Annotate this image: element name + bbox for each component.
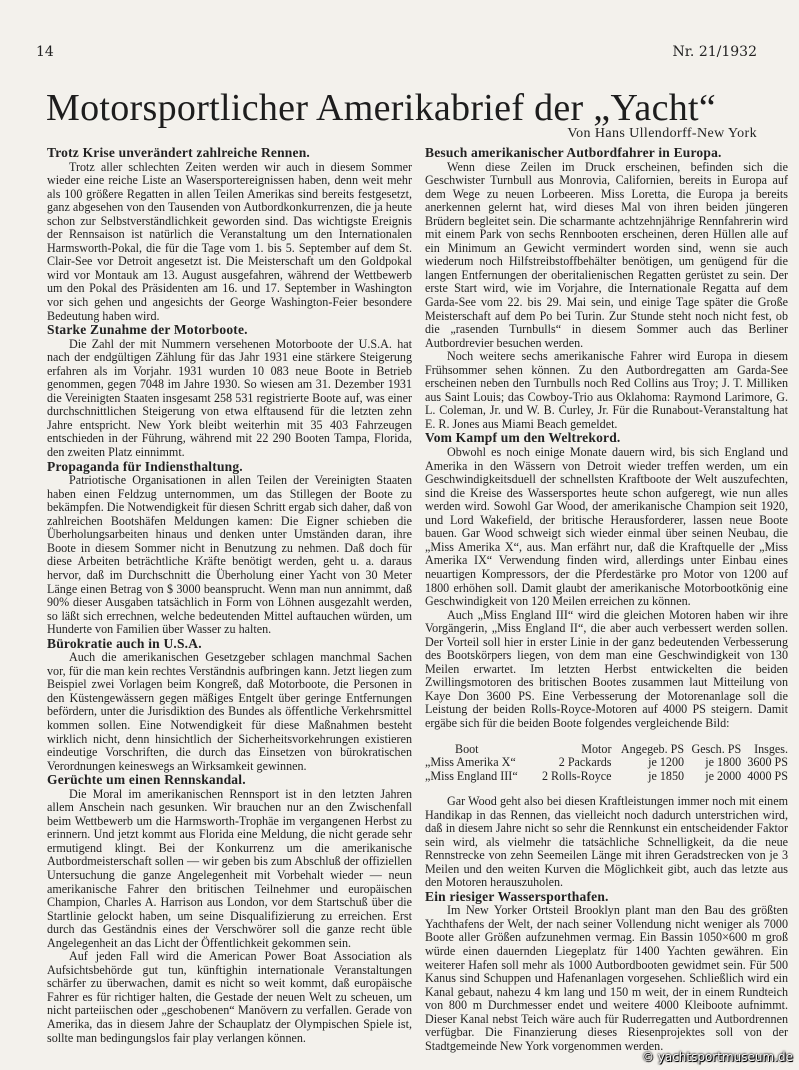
page-number: 14 (36, 44, 54, 60)
paragraph: Gar Wood geht also bei diesen Kraftleistungen immer noch mit einem Handikap in das Rennen, das vielleicht noch dadurch unterstrichen wird, daß in diesem Jahre nicht so sehr die Rennkunst ein entscheidender Faktor sein wird, als vielmehr die tatsächliche Schnelligkeit, da die neue Rennstrecke von zehn Seemeilen Länge mit ihren Geradstrecken von je 3 Meilen und den weiten Kurven die Möglichkeit gibt, auch das letzte aus den Motoren herauszuholen. (425, 794, 788, 890)
table-header-cell: Motor (581, 741, 612, 756)
table-header-cell: Gesch. PS (691, 741, 742, 756)
paragraph: Wenn diese Zeilen im Druck erscheinen, befinden sich die Geschwister Turnbull aus Monrovia, Californien, bereits in Europa auf dem Wege zu neuen Lorbeeren. Miss Loretta, die Europa ja bereits anerkennen gelernt hat, wird dieses Mal von ihren beiden jüngeren Brüdern begleitet sein. Die scharmante achtzehnjährige Rennfahrerin wird mit einem Park von sechs Rennbooten erscheinen, deren Hüllen alle auf ein Minimum an Gewicht vermindert worden sind, wenn sie auch wiederum noch Hilfstreibstoffbehälter benötigen, um genügend für die langen Entfernungen der oberitalienischen Regatten gerüstet zu sein. Der erste Start wird, wie im Vorjahre, die Internationale Regatta auf dem Garda-See vom 22. bis 29. Mai sein, und einige Tage später die Große Meisterschaft auf dem Po bei Turin. Zur Stunde steht noch nicht fest, ob die „rasenden Turnbulls“ in diesem Sommer auch das Berliner Autbordrevier besuchen werden. (425, 159, 788, 350)
comparison-table (425, 743, 788, 784)
article-section (425, 431, 788, 889)
table-row (425, 756, 788, 770)
section-heading: Starke Zunahme der Motorboote. (47, 322, 248, 338)
article-section (47, 773, 412, 1045)
section-heading: Gerüchte um einen Rennskandal. (47, 772, 246, 788)
table-header-cell: Insges. (754, 741, 788, 756)
article-section (47, 323, 412, 459)
paragraph: Auf jeden Fall wird die American Power Boat Association als Aufsichtsbehörde gut tun, künftighin internationale Veranstaltungen schärfer zu überwachen, damit es nicht so weit kommt, daß europäische Fahrer es für richtiger halten, die Gestade der neuen Welt zu scheuen, um nicht parteiischen oder „geschobenen“ Manövern zu verfallen. Gerade von Amerika, das in diesem Jahre der Schauplatz der Olympischen Spiele ist, sollte man bedingungslos fair play verlangen können. (47, 949, 412, 1045)
article-section (47, 460, 412, 637)
table-cell: 2 Rolls-Royce (541, 768, 612, 783)
table-cell: 4000 PS (747, 768, 788, 783)
table-cell: je 1800 (705, 755, 742, 770)
article-title: Motorsportlicher Amerikabrief der „Yacht“ (46, 87, 717, 129)
paragraph: Patriotische Organisationen in allen Teilen der Vereinigten Staaten haben einen Feldzug unternommen, um das Stillegen der Boote zu bekämpfen. Die Notwendigkeit für diesen Schritt ergab sich daher, daß von zahlreichen Bootshäfen Meldungen kamen: Die Eigner schieben die Überholungsarbeiten hinaus und denken unter Umständen daran, ihre Boote in diesem Sommer nicht in Benutzung zu nehmen. Daß doch für diese Arbeiten beträchtliche Kräfte benötigt werden, geht u. a. daraus hervor, daß im Durchschnitt die Überholung einer Yacht von 30 Meter Länge einen Betrag von $ 3000 beansprucht. Wenn man nun annimmt, daß 90% dieser Ausgaben tatsächlich in Form von Löhnen ausgezahlt werden, so läßt sich errechnen, welche bedeutenden Mittel auftauchen würden, um Hunderte von Familien über Wasser zu halten. (47, 473, 412, 637)
section-heading: Propaganda für Indiensthaltung. (47, 458, 243, 474)
table-cell: 3600 PS (747, 755, 788, 770)
table-header-cell: Angegeb. PS (620, 741, 685, 756)
right-column (425, 146, 788, 1053)
table-header-cell: Boot (455, 741, 479, 756)
article-section (425, 890, 788, 1054)
paragraph: Im New Yorker Ortsteil Brooklyn plant man den Bau des größten Yachthafens der Welt, der nach seiner Vollendung nicht weniger als 7000 Boote aller Größen aufzunehmen vermag. Ein Bassin 1050×600 m groß würde einen dauernden Liegeplatz für 1400 Yachten gewähren. Ein weiterer Hafen soll mehr als 1000 Autbordbooten gewidmet sein. Für 500 Kanus sind Schuppen und Hafenanlagen vorgesehen. Schließlich wird ein Kanal gebaut, nahezu 4 km lang und 150 m weit, der in einem Rundteich von 800 m Durchmesser endet und weitere 4000 Kleiboote aufnimmt. Dieser Kanal nebst Teich wäre auch für Ruderregatten und Autbordrennen verfügbar. Die Finanzierung dieses Riesenprojektes soll von der Stadtgemeinde New York vorgenommen werden. (425, 903, 788, 1053)
paragraph: Die Zahl der mit Nummern versehenen Motorboote der U.S.A. hat nach der endgültigen Zählung für das Jahr 1931 eine stärkere Steigerung erfahren als im Vorjahr. 1931 wurden 10 083 neue Boote in Betrieb genommen, gegen 7048 im Jahre 1930. So wiesen am 31. Dezember 1931 die Vereinigten Staaten insgesamt 258 531 registrierte Boote auf, was einer durchschnittlichen Steigerung von etwa elftausend für die letzten zehn Jahre entspricht. New York bleibt weiterhin mit 35 403 Fahrzeugen entschieden in der Führung, während mit 22 290 Booten Tampa, Florida, den zweiten Platz einnimmt. (47, 336, 412, 460)
section-heading: Ein riesiger Wassersporthafen. (425, 888, 609, 904)
table-cell: je 2000 (705, 768, 742, 783)
issue-number: Nr. 21/1932 (672, 44, 757, 60)
paragraph: Obwohl es noch einige Monate dauern wird, bis sich England und Amerika in den Wässern von Detroit wieder treffen werden, um ein Geschwindigkeitsduell der schnellsten Kraftboote der Welt auszufechten, sind die Kreise des Wassersportes heute schon aufgeregt, wie nun alles werden wird. Sowohl Gar Wood, der amerikanische Champion seit 1920, und Lord Wakefield, der britische Herausforderer, lassen neue Boote bauen. Gar Wood schweigt sich wieder einmal über seinen Neubau, die „Miss Amerika X“, aus. Man erfährt nur, daß die Kraftquelle der „Miss Amerika IX“ Verwendung finden wird, allerdings unter Einbau eines neuartigen Kompressors, der die Pferdestärke pro Motor von 1200 auf 1800 erhöhen soll. Damit glaubt der amerikanische Motorbootkönig eine Geschwindigkeit von 120 Meilen erreichen zu können. (425, 445, 788, 609)
section-heading: Bürokratie auch in U.S.A. (47, 635, 202, 651)
left-column (47, 146, 412, 1045)
table-row (425, 770, 788, 784)
table-cell: je 1200 (648, 755, 685, 770)
table-cell: „Miss England III“ (425, 768, 518, 783)
byline: Von Hans Ullendorff-New York (567, 126, 757, 141)
section-heading: Trotz Krise unverändert zahlreiche Rennen. (47, 145, 310, 160)
article-section (47, 146, 412, 323)
paragraph: Auch die amerikanischen Gesetzgeber schlagen manchmal Sachen vor, für die man kein rechtes Verständnis aufbringen kann. Jetzt liegen zum Beispiel zwei Vorlagen beim Kongreß, daß Motorboote, die Personen in den Küstengewässern gegen mäßiges Entgelt über geringe Entfernungen befördern, unter die Jurisdiktion des Bundes als öffentliche Verkehrsmittel kommen sollen. Eine Notwendigkeit für diese Maßnahmen besteht wirklich nicht, denn hinsichtlich der Sicherheitsvorkehrungen existieren eindeutige Vorschriften, die durch das Einsetzen von bürokratischen Verordnungen keineswegs an Wirksamkeit gewinnen. (47, 650, 412, 773)
watermark: © yachtsportmuseum.de (641, 1050, 793, 1064)
article-section (425, 146, 788, 431)
table-cell: 2 Packards (558, 755, 612, 770)
section-heading: Vom Kampf um den Weltrekord. (425, 430, 621, 446)
table-cell: je 1850 (648, 768, 685, 783)
article-section (47, 637, 412, 773)
paragraph: Auch „Miss England III“ wird die gleichen Motoren haben wir ihre Vorgängerin, „Miss England II“, die aber auch verbessert werden sollen. Der Vorteil soll hier in erster Linie in der ganz bedeutenden Verbesserung des Bootskörpers liegen, von dem man eine Geschwindigkeit von 130 Meilen erwartet. Im letzten Herbst entwickelten die beiden Zwillingsmotoren des britischen Bootes zusammen laut Mitteilung von Kaye Don 3600 PS. Eine Verbesserung der Motorenanlage soll die Leistung der beiden Rolls-Royce-Motoren auf 4000 PS steigern. Damit ergäbe sich für die beiden Boote folgendes vergleichende Bild: (425, 607, 788, 730)
table-cell: „Miss Amerika X“ (425, 755, 516, 770)
table-header-row (425, 743, 788, 757)
paragraph: Noch weitere sechs amerikanische Fahrer wird Europa in diesem Frühsommer sehen können. Zu den Autbordregatten am Garda-See erscheinen neben den Turnbulls noch Red Collins aus Troy; J. T. Milliken aus Saint Louis; das Cowboy-Trio aus Oklahoma: Raymond Larimore, G. L. Coleman, Jr. und W. B. Curley, Jr. Für die Runabout-Veranstaltung hat E. R. Jones aus Miami Beach gemeldet. (425, 349, 788, 431)
paragraph: Die Moral im amerikanischen Rennsport ist in den letzten Jahren allem Anschein nach gesunken. Wir brauchen nur an den Zwischenfall beim Wettbewerb um die Harmsworth-Trophäe im vergangenen Herbst zu erinnern. Und jetzt kommt aus Florida eine Meldung, die nicht gerade sehr ermutigend klingt. Bei der Konkurrenz um die amerikanische Autbordmeisterschaft sollen — wir geben bis zum Abschluß der offiziellen Untersuchung die ganze Angelegenheit mit Vorbehalt wieder — neun amerikanische Fahrer den britischen Teilnehmer und europäischen Champion, Charles A. Harrison aus London, vor dem Startschuß über die Startlinie gelockt haben, um seine Disqualifizierung zu erreichen. Erst durch das Geständnis eines der Verschwörer soll die ganze recht üble Angelegenheit an das Licht der Öffentlichkeit gekommen sein. (47, 786, 412, 950)
paragraph: Trotz aller schlechten Zeiten werden wir auch in diesem Sommer wieder eine reiche Liste an Wasersportereignissen haben, denn weit mehr als 100 größere Regatten in allen Teilen Amerikas sind bereits festgesetzt, ganz abgesehen von den Tausenden von Autbordkonkurrenzen, die ja heute schon zur Selbstverständlichkeit geworden sind. Das wichtigste Ereignis der Rennsaison ist natürlich die Veranstaltung um den Internationalen Harmsworth-Pokal, die für die Tage vom 1. bis 5. September auf dem St. Clair-See vor Detroit angesetzt ist. Die Meisterschaft um den Goldpokal wird vor Montauk am 13. August ausgefahren, während der Wettbewerb um den Pokal des Präsidenten am 16. und 17. September in Washington vor sich gehen und angesichts der George Washington-Feier besondere Bedeutung haben wird. (47, 159, 412, 323)
section-heading: Besuch amerikanischer Autbordfahrer in Europa. (425, 145, 722, 160)
